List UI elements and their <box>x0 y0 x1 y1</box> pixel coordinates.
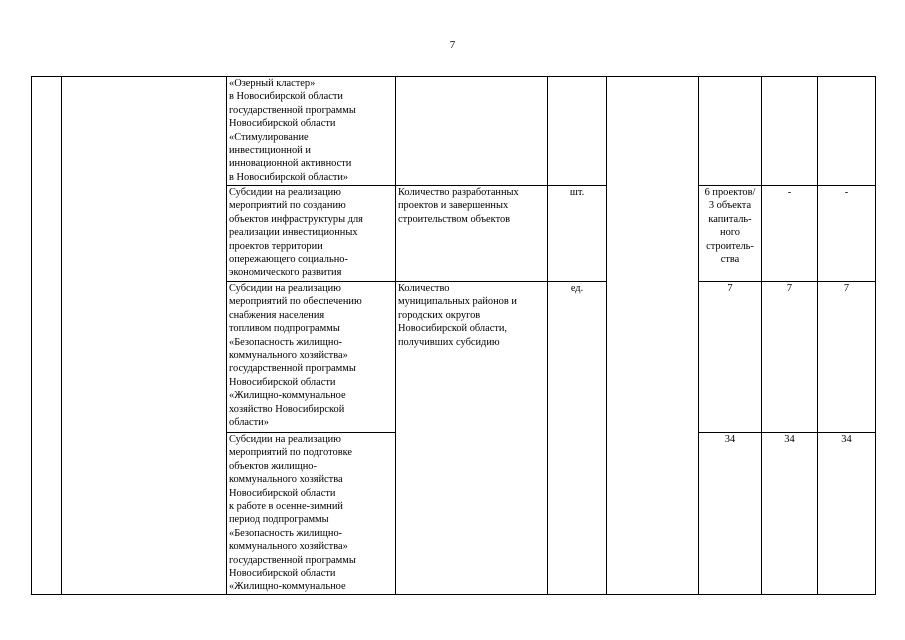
number-cell <box>32 77 62 595</box>
indicator-cell: Количество разработанных проектов и завершенных строительством объектов <box>396 186 548 282</box>
value-cell: 34 <box>699 433 762 595</box>
indicator-cell: Количество муниципальных районов и городских округов Новосибирской области, получивших субсидию <box>396 282 548 595</box>
base-value-cell <box>607 77 699 595</box>
description-cell: Субсидии на реализацию мероприятий по созданию объектов инфраструктуры для реализации инвестиционных проектов территории опережающего социально- экономического развития <box>227 186 396 282</box>
value-cell: 7 <box>818 282 876 433</box>
value-cell <box>699 77 762 186</box>
program-cell <box>62 77 227 595</box>
value-cell: 7 <box>762 282 818 433</box>
description-cell: Субсидии на реализацию мероприятий по обеспечению снабжения населения топливом подпрограммы «Безопасность жилищно- коммунального хозяйства» государственной программы Новосибирской области «Жилищно-коммунальное хозяйство Новосибирской области» <box>227 282 396 433</box>
indicators-table <box>31 76 876 595</box>
indicator-cell <box>396 77 548 186</box>
value-cell: 34 <box>762 433 818 595</box>
description-cell: Субсидии на реализацию мероприятий по подготовке объектов жилищно- коммунального хозяйства Новосибирской области к работе в осенне-зимний период подпрограммы «Безопасность жилищно- коммунального хозяйства» государственной программы Новосибирской области «Жилищно-коммунальное <box>227 433 396 595</box>
table-row <box>32 77 876 186</box>
value-cell: - <box>762 186 818 282</box>
unit-cell: шт. <box>548 186 607 282</box>
unit-cell <box>548 77 607 186</box>
value-cell: - <box>818 186 876 282</box>
value-cell: 6 проектов/ 3 объекта капиталь- ного строитель- ства <box>699 186 762 282</box>
description-cell: «Озерный кластер» в Новосибирской области государственной программы Новосибирской области «Стимулирование инвестиционной и инновационной активности в Новосибирской области» <box>227 77 396 186</box>
unit-cell: ед. <box>548 282 607 595</box>
value-cell <box>818 77 876 186</box>
value-cell <box>762 77 818 186</box>
value-cell: 7 <box>699 282 762 433</box>
page-number: 7 <box>449 39 456 51</box>
value-cell: 34 <box>818 433 876 595</box>
